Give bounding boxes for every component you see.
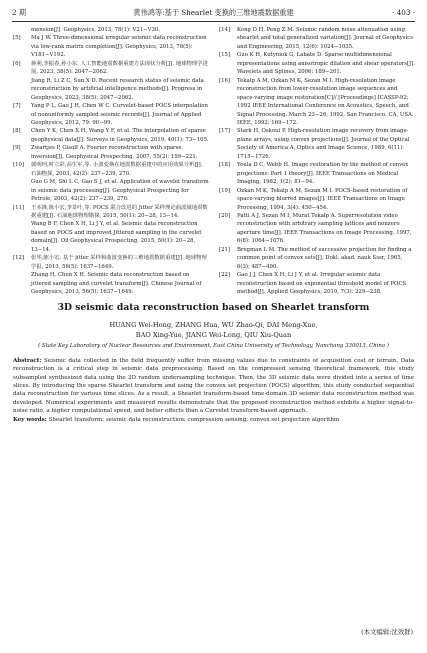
reference-text: Gao J J, Chen X H, Li J Y, et al. Irregular seismic data reconstruction based on exponential threshold model of POCS method[J]. Applied Geophysics, 2010, 7(3): 229−238.: [237, 272, 407, 296]
reference-number: [22]: [219, 272, 230, 279]
running-title: 黄伟鸿等:基于 Shearlet 变换的三维地震数据重建: [133, 8, 294, 17]
reference-number: [14]: [219, 27, 230, 33]
reference-entry: [219, 51, 415, 76]
reference-number: [13, 297, 24, 299]
reference-entry: [13, 297, 209, 299]
keywords-paragraph: [13, 416, 414, 424]
editor-note: (本文编辑:沈效群): [361, 628, 413, 636]
author-line-1: HUANG Wei-Hong, ZHANG Hua, WU Zhao-Qi, DAI Meng-Xue,: [109, 321, 318, 329]
reference-entry: [13, 271, 209, 296]
reference-text: Zhang H, Chen X H. Seismic data reconstruction based on jittered sampling and curvelet transform[J]. Chinese Journal of Geophysics, 2013, 56(5): 1637−1649.: [31, 272, 202, 296]
reference-entry: [13, 26, 209, 34]
reference-number: [20]: [219, 212, 230, 219]
reference-number: [219, 297, 230, 299]
reference-entry: [219, 246, 415, 271]
reference-entry: [13, 77, 209, 102]
reference-text: Zwartjes P, Gisolf A. Fourier reconstruction with sparse inversion[J]. Geophysical Prospecting, 2007, 55(2): 199−221.: [31, 145, 198, 160]
reference-number: [12]: [13, 255, 24, 262]
reference-entry: [219, 26, 415, 51]
reference-number: [10]: [13, 162, 24, 169]
reference-number: [21]: [219, 246, 230, 253]
reference-number: [16]: [219, 77, 230, 84]
reference-text: Patti A J, Sezan M I, Murat Tekalp A. Superresolution video reconstruction with arbitrary sampling lattices and nonzero aperture time[J]. IEEE Transactions on Image Processing, 1997, 6(8): 1064−1076.: [237, 212, 412, 245]
reference-number: [6]: [13, 60, 21, 67]
reference-number: [8]: [13, 128, 21, 135]
reference-entry: [13, 204, 209, 221]
reference-number: [9]: [13, 145, 21, 152]
english-title: 3D seismic data reconstruction based on Shearlet transform: [57, 302, 370, 313]
reference-text: Youla D C, Webb H. Image restoration by the method of convex projections: Part 1 theory[J]. IEEE Transactions on Medical Imaging, 1982, 1(2): 81−94.: [237, 162, 409, 186]
reference-text: Tekalp A M, Ozkan M K, Sezan M I. High-resolution image reconstruction from lower-resolution image sequences and space-varying image restoration[C]// [Proceedings] ICASSP-92; 1992 IEEE International Conference on Acoustics, Speech, and Signal Processing. March 23−26, 1992, San Francisco, CA, USA. IEEE, 1992: 169−172.: [237, 77, 414, 126]
reference-number: [15]: [219, 52, 230, 59]
abstract-text: Seismic data collected in the field frequently suffer from missing values due to constraints of acquisition cost or terrain. Data reconstruction is a critical step in seismic data preprocessing. Based on the compressed sensing theoretical framework, this study subsampled synthesized data using the 2D random undersampling technique. Then, the 3D seismic data were divided into a series of time slices. By introducing the sparse Shearlet transform and using the convex set projection (POCS) algorithm, this study conducted sequential data reconstruction for various time slices. As a result, a Shearlet transform-based time-domain 3D seismic data reconstruction method was developed. Numerical experiments and measured results demonstrate that the proposed reconstruction method exhibits a higher signal-to-noise ratio, a higher computational speed, and better effects than a Curvelet transform-based approach.: [13, 358, 415, 415]
reference-entry: [13, 178, 209, 203]
page-number: · 403 ·: [392, 8, 415, 17]
reference-entry: [13, 34, 209, 59]
abstract-paragraph: [13, 357, 414, 415]
english-abstract-section: [13, 302, 414, 425]
reference-entry: [13, 254, 209, 271]
reference-number: [18]: [219, 162, 230, 169]
reference-text: Wang B F, Chen X H, Li J Y, et al. Seismic data reconstruction based on POCS and improved Jittered sampling in the curvelet domain[J]. Oil Geophysical Prospecting, 2015, 50(1): 20−28, 13−14.: [31, 221, 202, 253]
reference-number: [7]: [13, 103, 21, 110]
reference-text: Ozkan M K, Tekalp A M, Sezan M I. POCS-based restoration of space-varying blurred images[J]. IEEE Transactions on Image Processing, 1994, 3(4): 450−454.: [237, 187, 408, 211]
keywords-label: Key words:: [13, 417, 47, 424]
reference-entry: [13, 144, 209, 161]
reference-text: mension[J]. Geophysics, 2013, 78(1): V21−V30.: [31, 27, 160, 33]
reference-entry: [219, 271, 415, 296]
author-line-2: BAO Xing-Yue, JIANG Wei-Long, QIU Xiu-Quan: [135, 331, 292, 339]
reference-text: Stark H, Oskoui P. High-resolution image recovery from image-plane arrays, using convex projections[J]. Journal of the Optical Society of America A, Optics and Image Science, 1989, 6(11): 1715−1726.: [237, 128, 410, 160]
reference-text: [237, 298, 403, 299]
reference-text: 蒋利,李振春,孙小东. 人工智能地震数据重建方法现状分析[J]. 地球物理学进展, 2023, 38(5): 2047−2062.: [31, 60, 208, 76]
references-right-column: [219, 26, 415, 298]
abstract-label: Abstract:: [13, 358, 42, 364]
reference-text: Jiang R, Li Z C, Sun X D. Recent research status of seismic data reconstruction by artificial intelligence methods[J]. Progress in Geophysics, 2023, 38(5): 2047−2062.: [31, 77, 204, 101]
reference-number: [11]: [13, 204, 24, 211]
reference-number: [19]: [219, 187, 230, 194]
reference-entry: [219, 187, 415, 212]
reference-entry: [219, 297, 415, 299]
reference-entry: [13, 60, 209, 77]
reference-entry: [219, 127, 415, 161]
reference-text: Yang P L, Gao J H, Chen W C. Curvelet-based POCS interpolation of nonuniformly sampled seismic records[J]. Journal of Applied Geophysics, 2012, 79: 90−99.: [31, 103, 208, 126]
reference-entry: [219, 212, 415, 246]
affiliation: ( State Key Laboratory of Nuclear Resources and Environment, East China University of Technology, Nanchang 330013, China ): [38, 343, 389, 349]
reference-text: Ma J W. Three-dimensional irregular seismic data reconstruction via low-rank matrix completion[J]. Geophysics, 2013, 78(5): V181−V192.: [31, 35, 207, 59]
reference-text: 王本锋,陈小宏,李景叶,等. POCS 联合改进的 Jitter 采样理论曲波域地震数据重建[J]. 石油地球物理勘探, 2015, 50(1): 20−28, 13−14.: [31, 204, 208, 219]
reference-text: 张华,陈小宏. 基于 jitter 采样和曲波变换的三维地震数据重建[J]. 地球物理学报, 2013, 56(5): 1637−1649.: [31, 255, 207, 270]
reference-text: Kong D H, Peng Z M. Seismic random noise attenuation using shearlet and total generalized variation[J]. Journal of Geophysics and Engineering, 2015, 12(6): 1024−1035.: [237, 27, 413, 50]
reference-entry: [13, 102, 209, 127]
header-divider: [12, 21, 415, 22]
references-left-column: [13, 26, 209, 298]
running-header: [12, 6, 415, 20]
reference-entry: [219, 161, 415, 186]
reference-entry: [13, 161, 209, 178]
keywords-text: Shearlet transform; seismic data reconstruction; compression sensing; convex set projection algorithm: [48, 417, 340, 424]
reference-entry: [13, 127, 209, 144]
reference-text: [31, 298, 193, 299]
reference-number: [5]: [13, 35, 21, 42]
reference-text: Guo K H, Kutyniok G, Labate D. Sparse multidimensional representations using anisotropic dilation and shear operators[J]. Wavelets and Splines, 2006; 189−201.: [237, 52, 415, 76]
issue-label: 2 期: [12, 8, 27, 17]
reference-text: Chen Y K, Chen X H, Wang Y F, et al. The interpolation of sparse geophysical data[J]. Surveys in Geophysics, 2019, 40(1): 73−105.: [31, 128, 209, 143]
reference-text: 郭明珂,时立彩,高生军,等. 小波变换在地震数据重建中的应用效果分析[J]. 石油物探, 2003, 42(2): 237−239, 270.: [31, 162, 203, 177]
reference-number: [17]: [219, 128, 230, 135]
reference-entry: [219, 77, 415, 128]
reference-text: Guo G M, Shi L C, Gao S J, et al. Application of wavelet transform in seismic data processing[J]. Geophysical Prospecting for Petrole, 2003, 42(2): 237−239, 270.: [31, 179, 209, 203]
reference-text: Bregman L M. The method of successive projection for finding a common point of convex sets[J]. Dokl. akad. nauk Sssr, 1965, 6(3): 487−490.: [237, 246, 412, 270]
reference-entry: [13, 220, 209, 254]
